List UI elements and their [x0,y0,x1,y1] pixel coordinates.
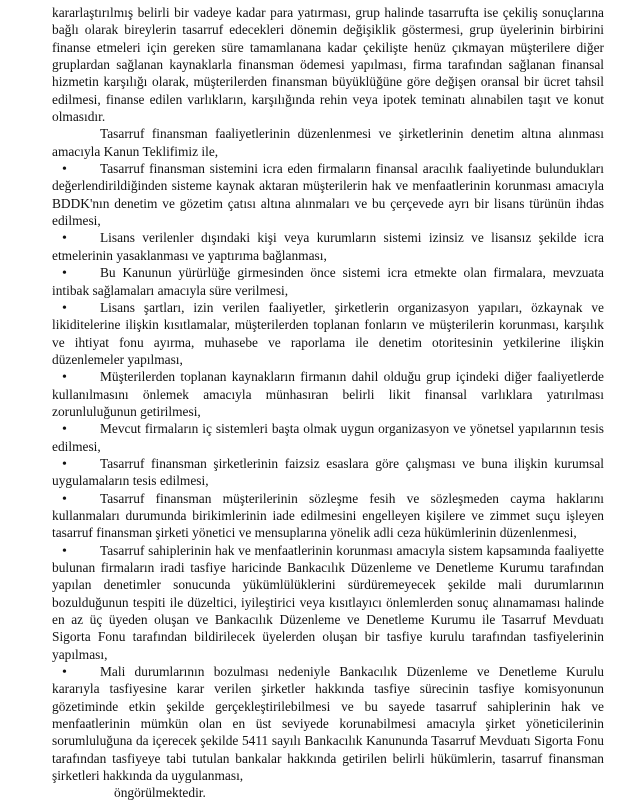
bullet-text: Tasarruf sahiplerinin hak ve menfaatlerinin korunması amacıyla sistem kapsamında faaliyette bulunan firmaların iradi tasfiye haricinde Bankacılık Düzenleme ve Denetleme Kurumu tarafından yapılan denetimler sonucunda yükümlülüklerini sürdüremeyecek şekilde mali durumlarının bozulduğunun tespiti ile düzeltici, iyileştirici veya kısıtlayıcı önlemlerden sonuç alınamaması halinde en az üç üyeden oluşan ve Bankacılık Düzenleme ve Denetleme Kurumu ile Tasarruf Mevduatı Sigorta Fonu tarafından bildirilecek üyelerden oluşan bir tasfiye kurulu tarafından tasfiyelerinin yapılması, [52,542,604,662]
bullet-icon: • [62,422,67,438]
bullet-marker [52,229,100,246]
bullet-icon: • [62,370,67,386]
bullet-text: Mali durumlarının bozulması nedeniyle Bankacılık Düzenleme ve Denetleme Kurulu kararıyla tasfiyesine karar verilen şirketler hakkında tasfiye sürecinin tasfiye komisyonunun gözetiminde etkin şekilde gerçekleştirilebilmesi ve bu sayede tasarruf sahiplerinin hak ve menfaatlerinin mümkün olan en üst seviyede korunabilmesi amacıyla şirket yöneticilerinin sorumluluğuna da içerecek şekilde 5411 sayılı Bankacılık Kanununda Tasarruf Mevduatı Sigorta Fonu tarafından tasfiyeye tabi tutulan bankalar hakkında getirilen belirli hükümlerin, tasarruf finansman şirketleri hakkında da uygulanması, [52,664,604,784]
bullet-text: Müşterilerden toplanan kaynakların firmanın dahil olduğu grup içindeki diğer faaliyetlerde kullanılmasını önlemek amacıyla münhasıran belirli likit finansal varlıklara yatırılması zorunluluğunun getirilmesi, [52,369,604,419]
bullet-marker [52,455,100,472]
bullet-text: Mevcut firmaların iç sistemleri başta olmak uygun organizasyon ve yönetsel yapılarının tesis edilmesi, [52,421,604,454]
bullet-icon: • [62,231,67,247]
bullet-item [52,663,604,784]
bullet-marker [52,264,100,281]
closing-line: öngörülmektedir. [114,785,206,801]
bullet-marker [52,368,100,385]
bullet-icon: • [62,456,67,472]
bullet-marker [52,160,100,177]
intro-paragraph: Tasarruf finansman faaliyetlerinin düzenlenmesi ve şirketlerinin denetim altına alınması amacıyla Kanun Teklifimiz ile, [52,126,604,159]
bullet-marker [52,420,100,437]
bullet-icon: • [62,266,67,282]
bullet-text: Tasarruf finansman müşterilerinin sözleşme fesih ve sözleşmeden cayma haklarını kullanmaları durumunda birikimlerinin iade edilmesini engelleyen kişilere ve zimmet suçu işleyen tasarruf finansman şirketi yönetici ve mensuplarına yönelik adli ceza hükümlerinin düzenlenmesi, [52,490,604,541]
bullet-text: Lisans şartları, izin verilen faaliyetler, şirketlerin organizasyon yapıları, özkaynak ve likiditelerine ilişkin kısıtlamalar, müşterilerden toplanan fonların ve müşterilerin korunması, karşılık ve ihtiyat fonu ayırma, muhasebe ve raporlama ile denetim otoritesinin yetkilerine ilişkin düzenlemeler yapılması, [52,299,604,367]
bullet-item [52,229,604,264]
bullet-item [52,420,604,455]
bullet-marker [52,542,100,559]
bullet-text: Tasarruf finansman sistemini icra eden firmaların finansal aracılık faaliyetinde bulundukları değerlendirildiğinden sisteme kaynak aktaran müşterilerin hak ve menfaatlerinin korunması amacıyla BDDK'nın denetim ve gözetim çatısı altına alınmaları ve bu çerçevede ayrı bir lisans türünün ihdas edilmesi, [52,161,604,229]
bullet-item [52,160,604,229]
bullet-text: Bu Kanunun yürürlüğe girmesinden önce sistemi icra etmekte olan firmalara, mevzuata intibak sağlamaları amacıyla süre verilmesi, [52,265,604,298]
bullet-icon: • [62,665,67,681]
opening-paragraph: kararlaştırılmış belirli bir vadeye kadar para yatırması, grup halinde tasarrufta ise çekiliş sonuçlarına bağlı olarak bireylerin tasarruf edecekleri dönemin değişiklik göstermesi, grup üyelerinin birbirini finanse etmeleri için gereken süre tamamlanana kadar çekilişte henüz çıkmayan müşterilere diğer gruplardan sağlanan kaynaklarla finansman ödemesi yapılması, firma tarafından sağlanan finansal hizmetin karşılığı olarak, müşterilerden finansman büyüklüğüne göre değişen oransal bir ücret tahsil edilmesi, finanse edilen varlıkların, karşılığında rehin veya ipotek teminatı alınabilen taşıt ve konut olmasıdır. [52,5,604,125]
bullet-marker [52,299,100,316]
bullet-marker [52,490,100,507]
bullet-text: Tasarruf finansman şirketlerinin faizsiz esaslara göre çalışması ve buna ilişkin kurumsal uygulamaların tesis edilmesi, [52,455,604,489]
bullet-item [52,368,604,420]
bullet-icon: • [62,543,67,559]
bullet-item [52,490,604,542]
bullet-marker [52,663,100,680]
bullet-item [52,299,604,368]
bullet-text: Lisans verilenler dışındaki kişi veya kurumların sistemi izinsiz ve lisansız şekilde icra etmelerinin yasaklanması ve yaptırıma bağlanması, [52,230,604,263]
bullet-list [52,160,604,784]
bullet-item [52,455,604,490]
bullet-item [52,264,604,299]
bullet-icon: • [62,300,67,316]
bullet-icon: • [62,162,67,178]
bullet-icon: • [62,491,67,507]
bullet-item [52,542,604,663]
